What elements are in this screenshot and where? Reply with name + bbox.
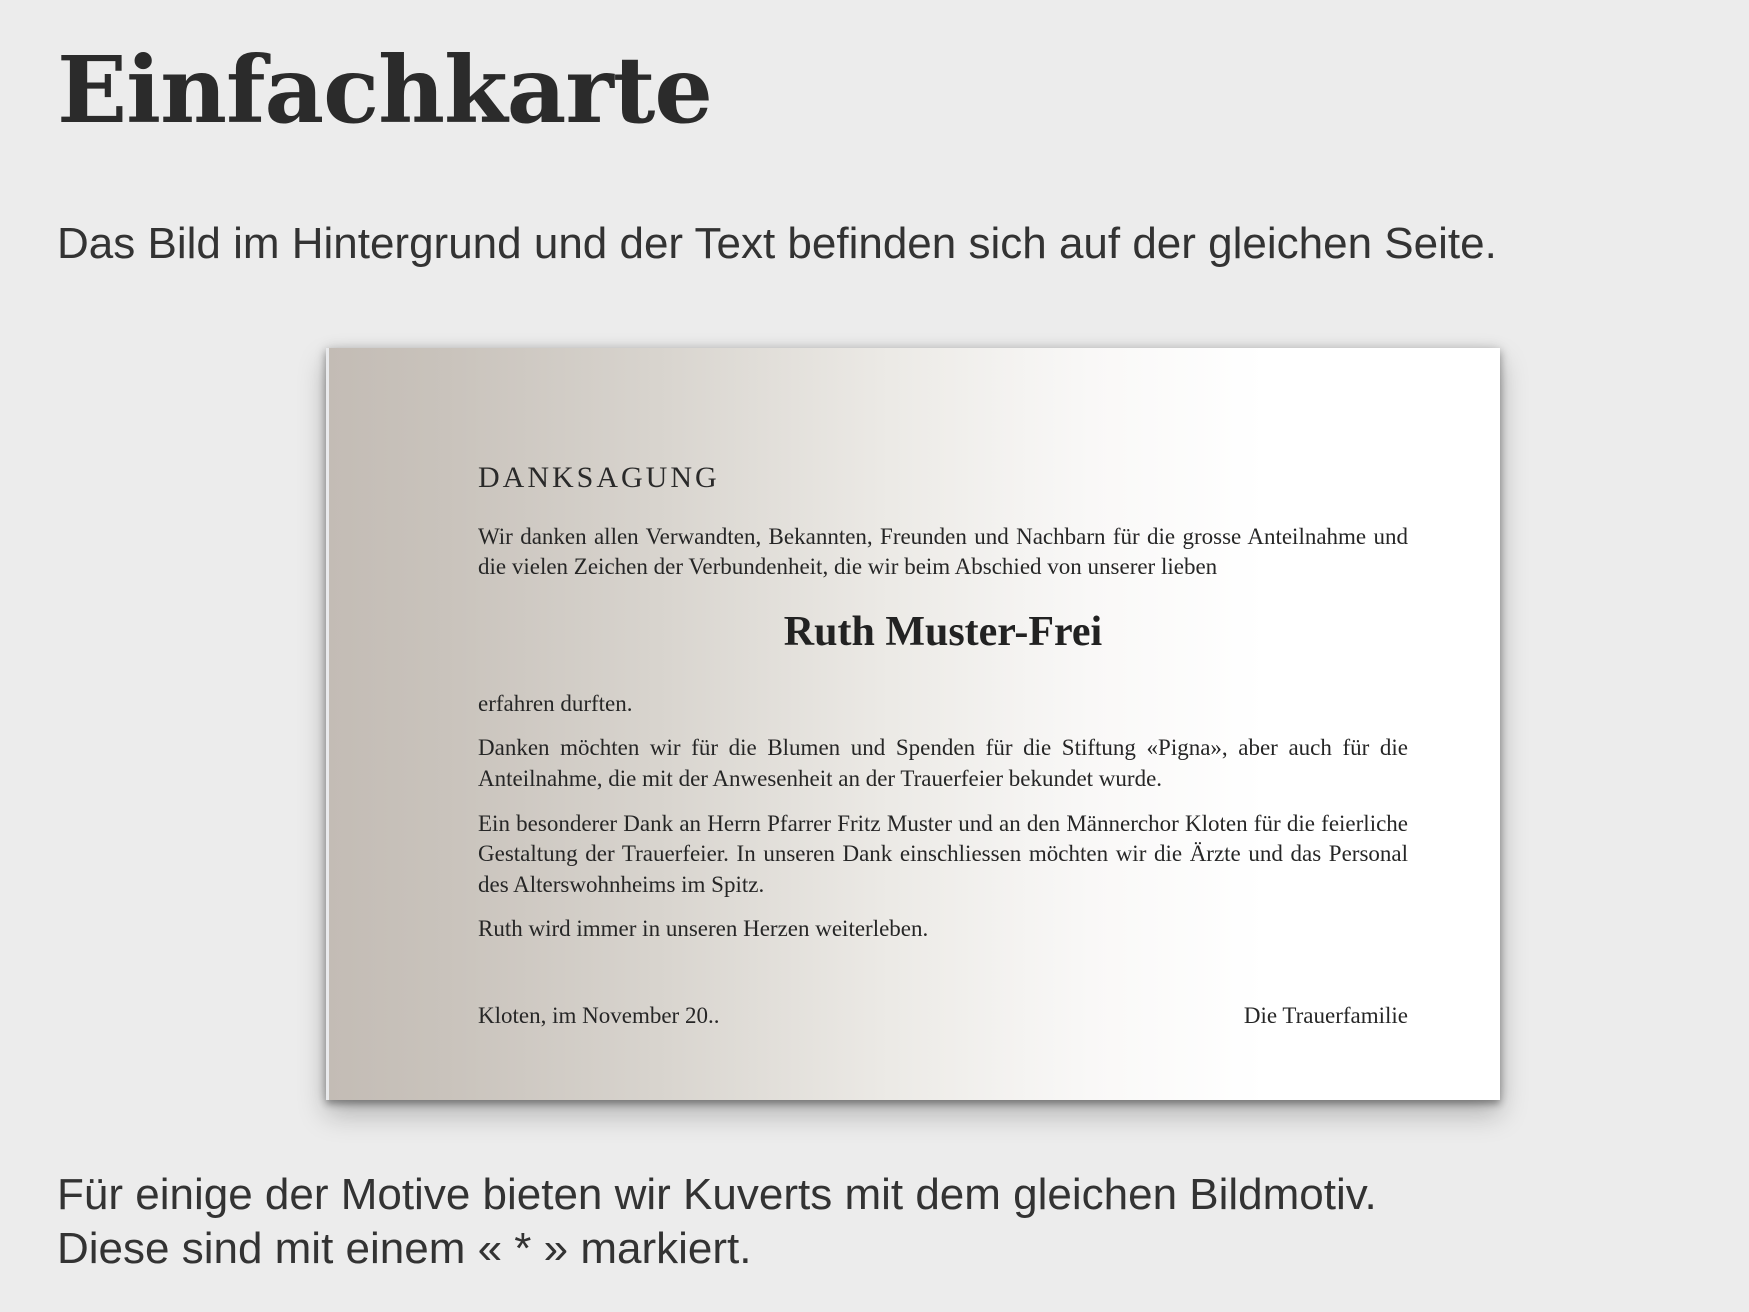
card-heading: DANKSAGUNG [478,461,720,494]
footer-line-1: Für einige der Motive bieten wir Kuverts mit dem gleichen Bildmotiv. [57,1170,1377,1219]
card-thanks-special-paragraph: Ein besonderer Dank an Herrn Pfarrer Fritz Muster und an den Männerchor Kloten für die feierliche Gestaltung der Trauerfeier. In unseren Dank einschliessen möchten wir die Ärzte und das Personal des Alterswohnheims im Spitz. [478,810,1408,897]
deceased-name: Ruth Muster-Frei [783,609,1103,656]
card-place-date: Kloten, im November 20.. [478,1003,720,1029]
card-closing-line: Ruth wird immer in unseren Herzen weiterleben. [478,916,929,942]
page-footer [57,1168,1377,1276]
card-intro-paragraph: Wir danken allen Verwandten, Bekannten, Freunden und Nachbarn für die grosse Anteilnahme und die vielen Zeichen der Verbundenheit, die wir beim Abschied von unserer lieben [478,523,1408,580]
card-content [329,348,1500,1100]
footer-line-2: Diese sind mit einem « * » markiert. [57,1224,752,1274]
card-preview [326,348,1500,1100]
card-bottom-row [478,1001,1408,1032]
card-signature: Die Trauerfamilie [1243,1003,1408,1029]
page-subtitle: Das Bild im Hintergrund und der Text befinden sich auf der gleichen Seite. [57,219,1497,268]
card-after-name-line: erfahren durften. [478,690,633,716]
card-thanks-flowers-paragraph: Danken möchten wir für die Blumen und Spenden für die Stiftung «Pigna», aber auch für die Anteilnahme, die mit der Anwesenheit an der Trauerfeier bekundet wurde. [478,735,1408,792]
page-title: Einfachkarte [57,36,712,144]
